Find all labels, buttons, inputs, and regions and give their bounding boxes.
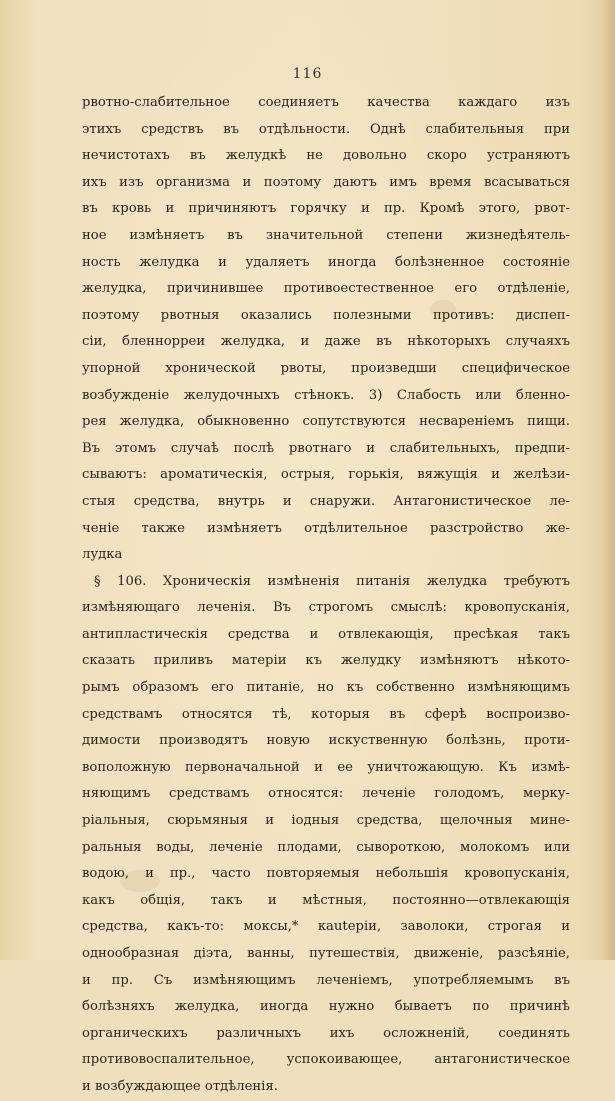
text-line: сіи, бленнорреи желудка, и даже въ нѣкоторыхъ случаяхъ: [82, 334, 570, 350]
text-line: сказать приливъ матеріи къ желудку измѣняютъ нѣкото-: [82, 653, 570, 669]
text-line: этихъ средствъ въ отдѣльности. Однѣ слабительныя при: [82, 121, 570, 137]
text-line: и пр. Съ измѣняющимъ леченіемъ, употребляемымъ въ: [82, 972, 570, 988]
text-line: ное измѣняетъ въ значительной степени жизнедѣятель-: [82, 227, 570, 243]
text-line: ченіе также измѣняетъ отдѣлительное разстройство же-: [82, 520, 570, 536]
text-line: лудка: [82, 547, 123, 563]
text-line: какъ общія, такъ и мѣстныя, постоянно—отвлекающія: [82, 892, 570, 908]
text-line: § 106. Хроническія измѣненія питанія желудка требуютъ: [94, 573, 570, 589]
text-line: однообразная діэта, ванны, путешествія, движеніе, разсѣяніе,: [82, 946, 570, 961]
text-line: няющимъ средствамъ относятся: леченіе голодомъ, мерку-: [82, 786, 570, 802]
text-line: и возбуждающее отдѣленія.: [82, 1078, 278, 1094]
text-line: антипластическія средства и отвлекающія, пресѣкая такъ: [82, 626, 570, 642]
body-text: [82, 90, 570, 1101]
text-line: водою, и пр., часто повторяемыя небольшія кровопусканія,: [82, 866, 570, 882]
text-line: средства, какъ-то: моксы,* кautеріи, заволоки, строгая и: [82, 919, 570, 935]
text-line: димости производятъ новую искуственную болѣзнь, проти-: [82, 733, 570, 749]
text-line: поэтому рвотныя оказались полезными противъ: диспеп-: [82, 307, 570, 323]
text-line: измѣняющаго леченія. Въ строгомъ смыслѣ: кровопусканія,: [82, 600, 570, 616]
text-line: въ кровь и причиняютъ горячку и пр. Кромѣ этого, рвот-: [82, 201, 570, 217]
text-line: ральныя воды, леченіе плодами, сывороткою, молокомъ или: [82, 839, 570, 855]
text-line: рвотно-слабительное соединяетъ качества каждаго изъ: [82, 95, 570, 110]
text-line: ріальныя, сюрьмяныя и іодныя средства, щелочныя мине-: [82, 813, 570, 829]
text-line: сываютъ: ароматическія, острыя, горькія, вяжущія и желѣзи-: [82, 467, 570, 483]
text-line: рея желудка, обыкновенно сопутствуются несвареніемъ пищи.: [82, 414, 570, 430]
text-line: болѣзняхъ желудка, иногда нужно бываетъ по причинѣ: [82, 999, 570, 1015]
text-line: желудка, причинившее противоестественное его отдѣленіе,: [82, 281, 570, 297]
text-line: ихъ изъ организма и поэтому даютъ имъ время всасываться: [82, 174, 570, 190]
text-line: Въ этомъ случаѣ послѣ рвотнаго и слабительныхъ, предпи-: [82, 440, 570, 456]
text-line: упорной хронической рвоты, произведши специфическое: [82, 360, 570, 376]
text-line: средствамъ относятся тѣ, которыя въ сферѣ воспроизво-: [82, 706, 570, 722]
text-line: противовоспалительное, успокоивающее, антагонистическое: [82, 1052, 570, 1068]
text-line: нечистотахъ въ желудкѣ не довольно скоро устраняютъ: [82, 148, 570, 164]
page-number: 116: [292, 66, 323, 82]
text-line: возбужденіе желудочныхъ стѣнокъ. 3) Слабость или бленно-: [82, 387, 570, 403]
text-line: ность желудка и удаляетъ иногда болѣзненное состояніе: [82, 254, 570, 270]
page-edge-shadow: [601, 0, 615, 960]
text-line: рымъ образомъ его питаніе, но къ собственно измѣняющимъ: [82, 680, 570, 696]
text-line: стыя средства, внутрь и снаружи. Антагонистическое ле-: [82, 493, 570, 509]
text-line: воположную первоначальной и ее уничтожающую. Къ измѣ-: [82, 759, 570, 775]
text-line: органическихъ различныхъ ихъ осложненій, соединять: [82, 1025, 570, 1041]
